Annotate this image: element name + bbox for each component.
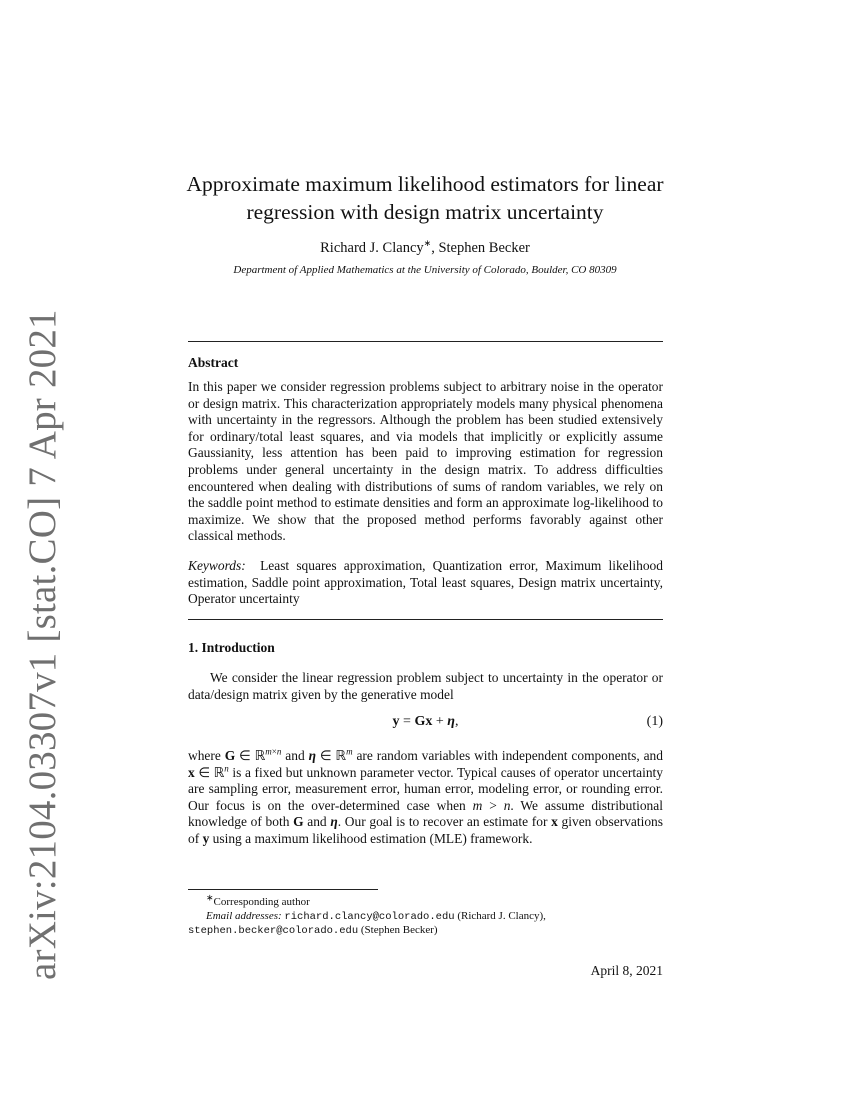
abstract-heading: Abstract [188, 355, 239, 370]
title-line-2: regression with design matrix uncertainty [246, 200, 604, 224]
keywords-list: Least squares approximation, Quantization error, Maximum likelihood estimation, Saddle point approximation, Total least squares, Design matrix uncertainty, Operator uncertainty [188, 558, 663, 607]
email-link-becker[interactable]: stephen.becker@colorado.edu [188, 925, 359, 937]
intro-paragraph-2: where G ∈ ℝ$^{m\times n}$ and η ∈ ℝ$^m$ are random variables with independent components, and x ∈ ℝ$^n$ is a fixed but unknown parameter vector. Typical causes of operator uncertainty are sampling error, measurement error, human error, modeling error, or rounding error. Our focus is on the over-determined case when m > n. We assume distributional knowledge of both G and η. Our goal is to recover an estimate for x given observations of y using a maximum likelihood estimation (MLE) framework. [188, 746, 663, 846]
abstract-text: In this paper we consider regression problems subject to arbitrary noise in the operator or design matrix. This characterization appropriately models many physical phenomena with uncertainty in the regressors. Although the problem has been studied extensively for ordinary/total least squares, and via models that implicitly or explicitly assume Gaussianity, less attention has been paid to improving estimation for regression problems under general uncertainty in the design matrix. To address difficulties encountered when dealing with distributions of sums of random variables, we rely on the saddle point method to estimate densities and form an approximate log-likelihood to maximize. We show that the proposed method performs favorably against other classical methods. [188, 379, 663, 544]
section-heading-introduction: 1. Introduction [188, 640, 275, 655]
equation-1 [188, 714, 663, 734]
email-label: Email addresses: [206, 910, 282, 922]
footnote-corresponding: ∗Corresponding author [206, 892, 310, 908]
keywords-label: Keywords: [188, 558, 246, 573]
title-line-1: Approximate maximum likelihood estimators for linear [186, 172, 664, 196]
affiliation: Department of Applied Mathematics at the University of Colorado, Boulder, CO 80309 [233, 264, 617, 276]
author-2: , Stephen Becker [431, 240, 530, 256]
arxiv-sidebar-stamp: arXiv:2104.03307v1 [stat.CO] 7 Apr 2021 [21, 309, 64, 980]
equation-number: (1) [646, 714, 663, 729]
footnote-emails-line-2: stephen.becker@colorado.edu (Stephen Becker) [188, 924, 438, 937]
footnote-rule [188, 889, 378, 890]
footnote-emails-line-1: Email addresses: richard.clancy@colorado.edu (Richard J. Clancy), [206, 910, 546, 923]
equation-body: y = Gx + η, [392, 714, 459, 729]
abstract-top-rule [188, 341, 663, 342]
abstract-bottom-rule [188, 619, 663, 620]
intro-paragraph-1: We consider the linear regression problem subject to uncertainty in the operator or data/design matrix given by the generative model [188, 670, 663, 702]
preprint-date: April 8, 2021 [590, 963, 663, 978]
author-list [150, 240, 700, 257]
email-link-clancy[interactable]: richard.clancy@colorado.edu [284, 911, 455, 923]
corresponding-mark: ∗ [423, 238, 432, 249]
keywords [188, 558, 663, 608]
author-1: Richard J. Clancy [320, 240, 424, 256]
paper-title [150, 170, 700, 226]
